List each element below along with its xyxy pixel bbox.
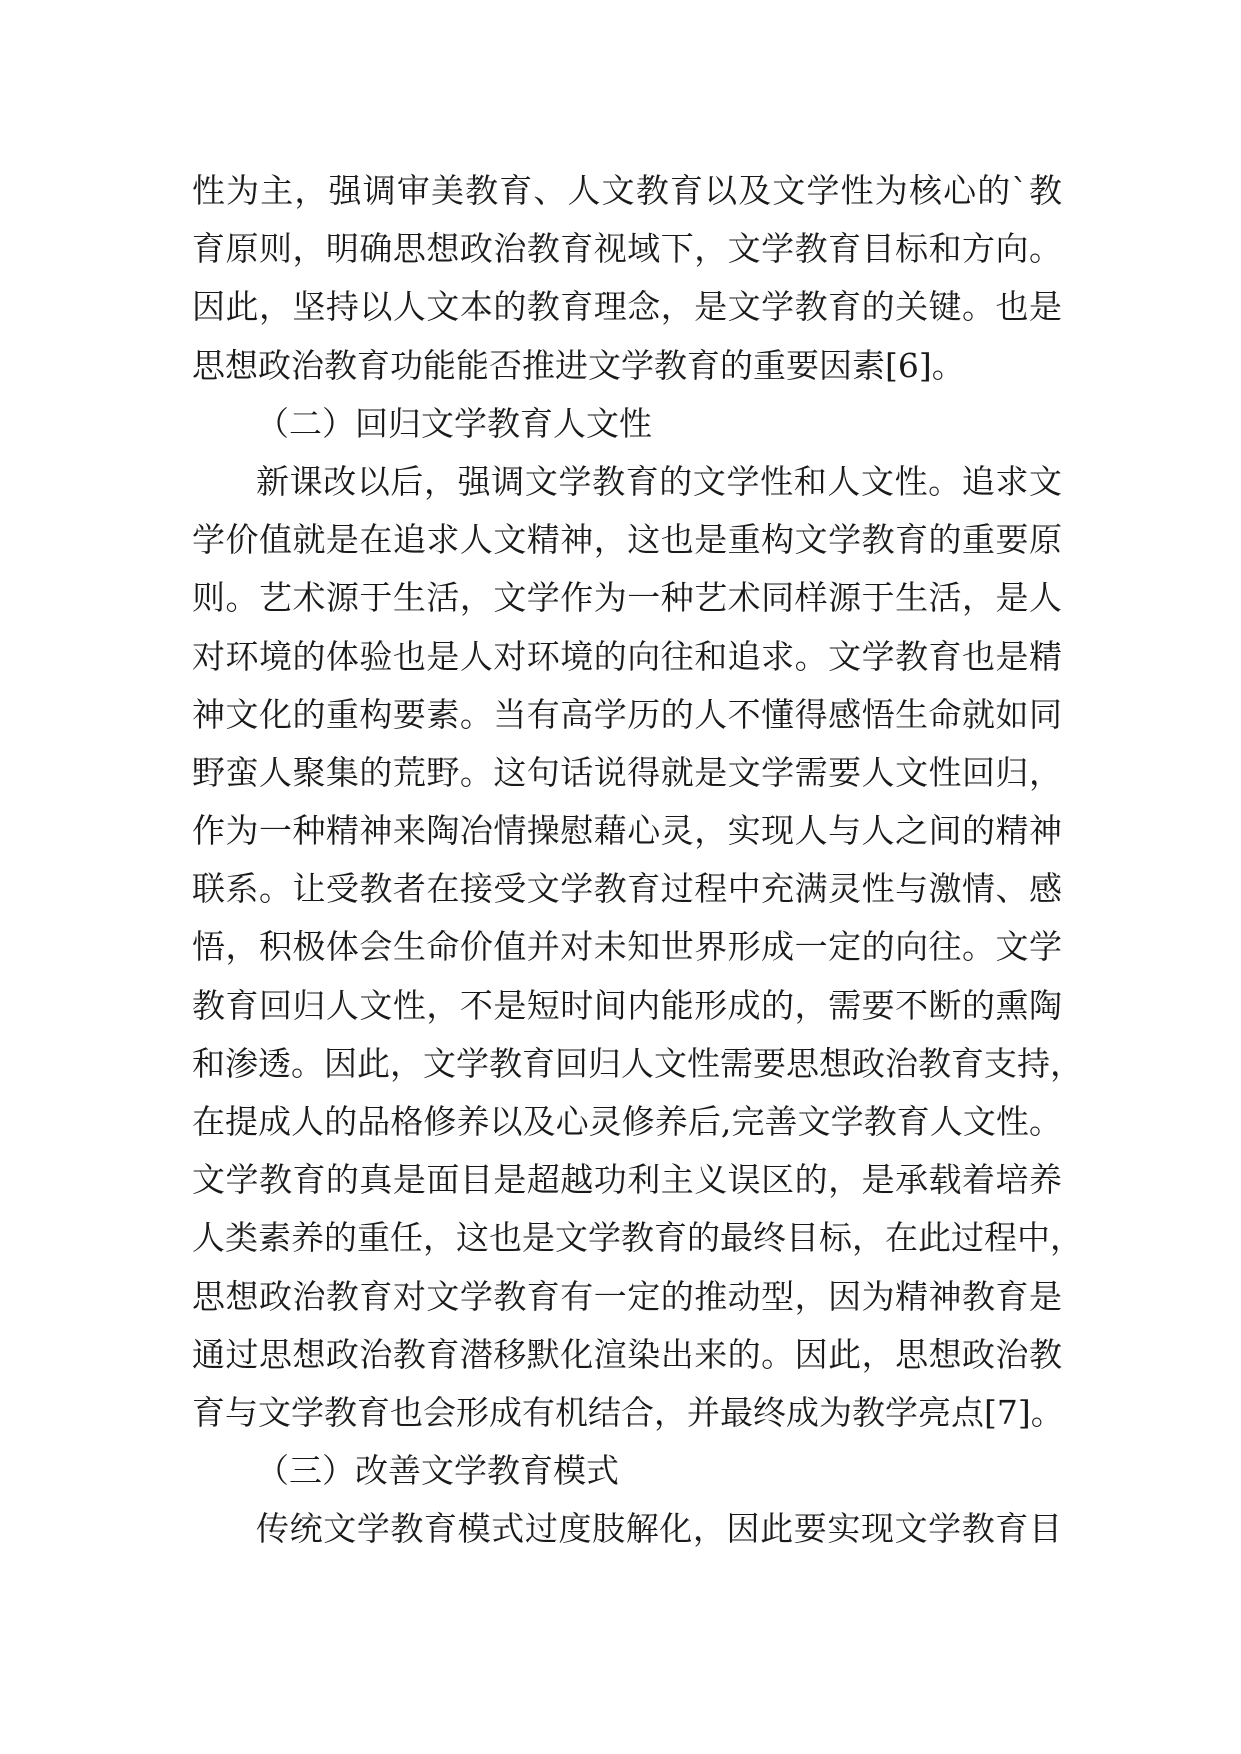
- text-line: 对环境的体验也是人对环境的向往和追求。文学教育也是精: [192, 636, 1062, 676]
- text-line: 因此，坚持以人文本的教育理念，是文学教育的关键。也是: [192, 287, 1062, 327]
- paragraph-first-line: 传统文学教育模式过度肢解化，因此要实现文学教育目: [256, 1509, 1062, 1549]
- text-line: 育与文学教育也会形成有机结合，并最终成为教学亮点[7]。: [192, 1392, 1064, 1432]
- text-line: 性为主，强调审美教育、人文教育以及文学性为核心的`教: [192, 171, 1062, 210]
- section-heading-2: （二）回归文学教育人文性: [256, 403, 652, 443]
- text-line: 育原则，明确思想政治教育视域下，文学教育目标和方向。: [192, 229, 1062, 269]
- text-line: 人类素养的重任，这也是文学教育的最终目标，在此过程中，: [192, 1218, 1083, 1258]
- text-line: 学价值就是在追求人文精神，这也是重构文学教育的重要原: [192, 520, 1062, 560]
- text-line: 作为一种精神来陶冶情操慰藉心灵，实现人与人之间的精神: [192, 811, 1062, 851]
- paragraph-first-line: 新课改以后，强调文学教育的文学性和人文性。追求文: [256, 461, 1062, 501]
- text-line: 神文化的重构要素。当有高学历的人不懂得感悟生命就如同: [192, 694, 1062, 734]
- text-line: 和渗透。因此，文学教育回归人文性需要思想政治教育支持，: [192, 1043, 1083, 1083]
- text-line: 悟，积极体会生命价值并对未知世界形成一定的向往。文学: [192, 927, 1062, 967]
- text-line: 文学教育的真是面目是超越功利主义误区的，是承载着培养: [192, 1160, 1062, 1200]
- text-line: 教育回归人文性，不是短时间内能形成的，需要不断的熏陶: [192, 985, 1062, 1025]
- text-line: 通过思想政治教育潜移默化渲染出来的。因此，思想政治教: [192, 1334, 1062, 1374]
- text-line: 思想政治教育功能能否推进文学教育的重要因素[6]。: [192, 345, 965, 385]
- text-line: 则。艺术源于生活，文学作为一种艺术同样源于生活，是人: [192, 578, 1062, 618]
- text-line: 在提成人的品格修养以及心灵修养后,完善文学教育人文性。: [192, 1102, 1062, 1141]
- text-line: 野蛮人聚集的荒野。这句话说得就是文学需要人文性回归，: [192, 752, 1062, 792]
- section-heading-3: （三）改善文学教育模式: [256, 1451, 619, 1491]
- text-line: 联系。让受教者在接受文学教育过程中充满灵性与激情、感: [192, 869, 1062, 909]
- body-text: [192, 162, 1083, 1559]
- text-line: 思想政治教育对文学教育有一定的推动型，因为精神教育是: [192, 1276, 1062, 1316]
